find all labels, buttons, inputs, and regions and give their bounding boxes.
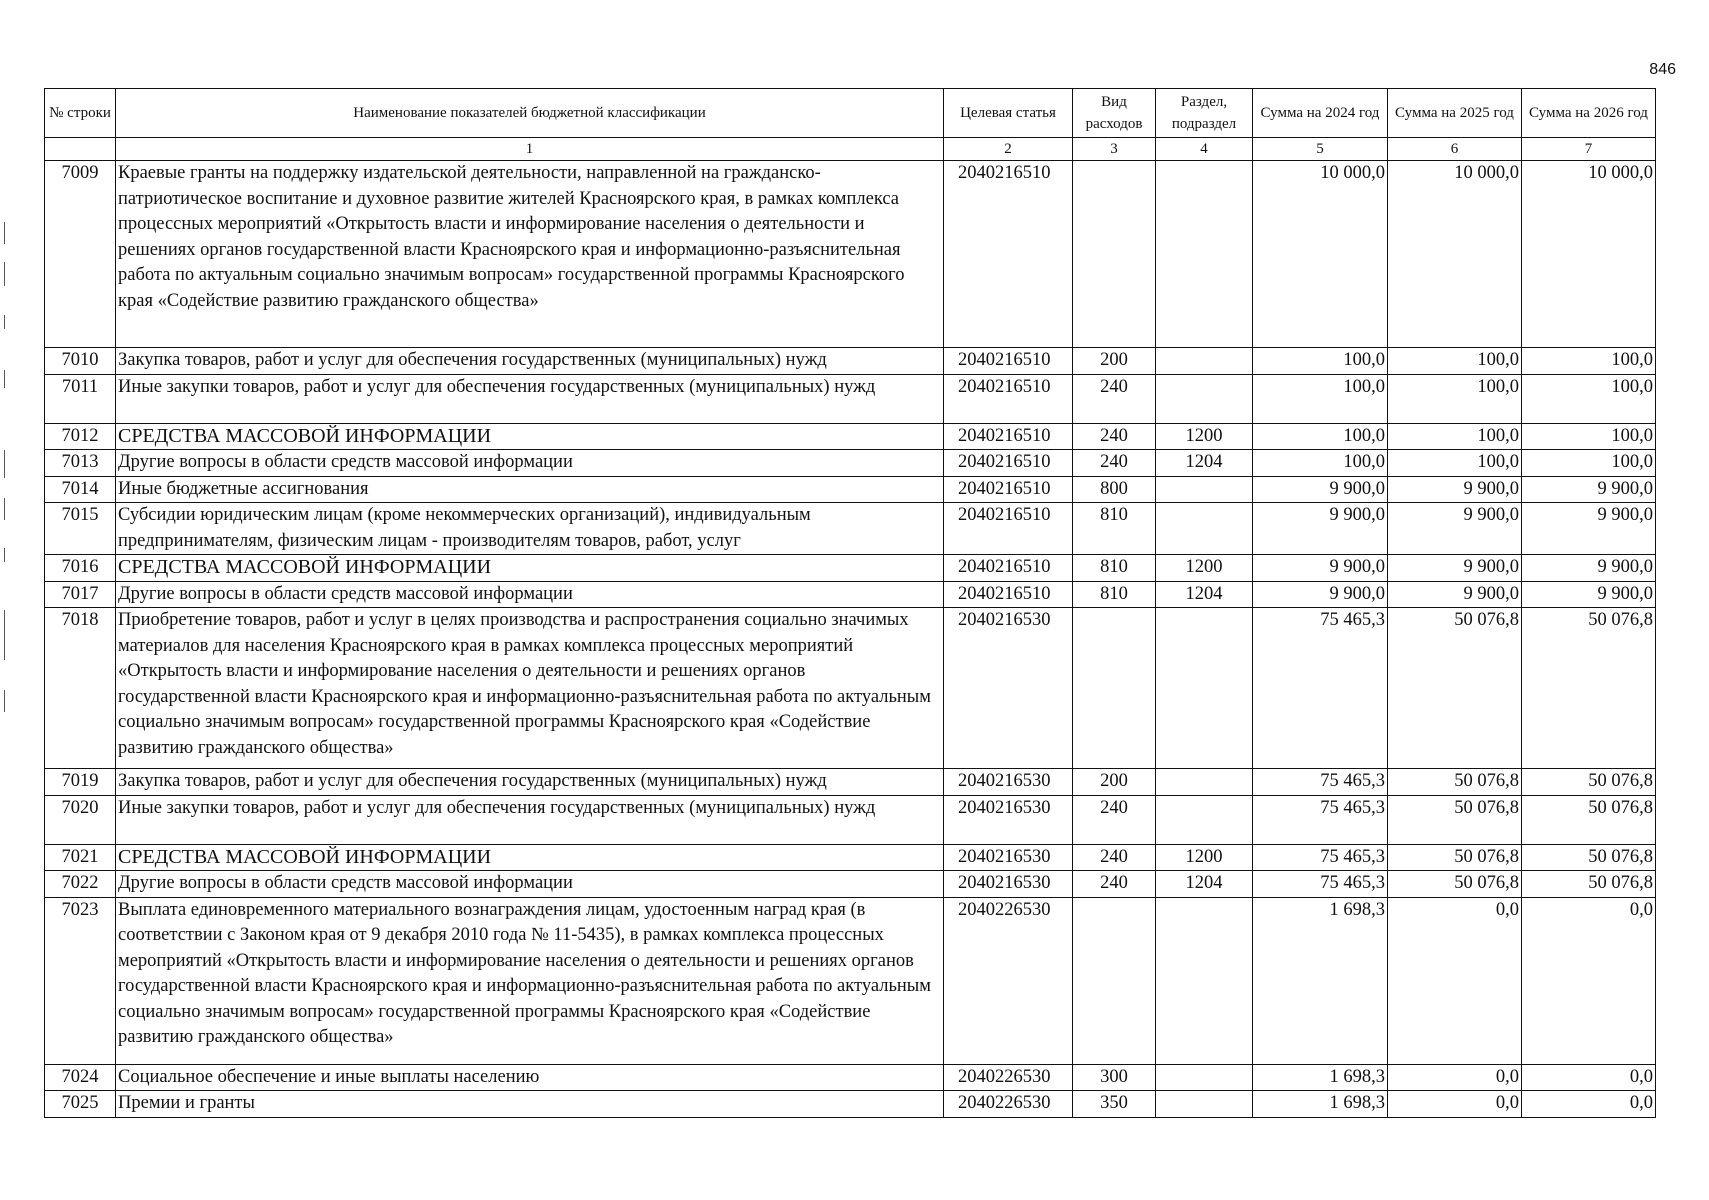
- row-sum-2024: 75 465,3: [1253, 871, 1388, 898]
- row-number: 7019: [45, 769, 116, 796]
- column-index: 7: [1522, 138, 1656, 161]
- row-target-code: 2040216530: [944, 769, 1073, 796]
- header-section: Раздел, подраздел: [1156, 89, 1253, 138]
- row-section: 1200: [1156, 844, 1253, 871]
- row-sum-2026: 100,0: [1522, 374, 1656, 423]
- column-index: [45, 138, 116, 161]
- row-name: Закупка товаров, работ и услуг для обеспечения государственных (муниципальных) нужд: [116, 348, 944, 375]
- row-sum-2025: 100,0: [1388, 423, 1522, 450]
- column-index-row: [45, 138, 1656, 161]
- margin-mark: [4, 498, 5, 520]
- row-expense-type: 240: [1073, 795, 1156, 844]
- header-row-no: № строки: [45, 89, 116, 138]
- row-sum-2026: 50 076,8: [1522, 608, 1656, 769]
- row-number: 7021: [45, 844, 116, 871]
- row-target-code: 2040216510: [944, 161, 1073, 348]
- row-section: [1156, 503, 1253, 555]
- row-name: Субсидии юридическим лицам (кроме некоммерческих организаций), индивидуальным предпринимателям, физическим лицам - производителям товаров, работ, услуг: [116, 503, 944, 555]
- row-target-code: 2040216510: [944, 450, 1073, 477]
- row-target-code: 2040216510: [944, 503, 1073, 555]
- table-row: [45, 161, 1656, 348]
- margin-mark: [4, 262, 5, 286]
- row-expense-type: [1073, 897, 1156, 1064]
- row-sum-2025: 100,0: [1388, 348, 1522, 375]
- header-expense-type: Вид расходов: [1073, 89, 1156, 138]
- table-row: [45, 1064, 1656, 1091]
- row-sum-2024: 75 465,3: [1253, 795, 1388, 844]
- row-target-code: 2040216510: [944, 374, 1073, 423]
- row-section: 1204: [1156, 871, 1253, 898]
- row-sum-2024: 75 465,3: [1253, 608, 1388, 769]
- row-section: [1156, 608, 1253, 769]
- table-row: [45, 423, 1656, 450]
- row-expense-type: 800: [1073, 476, 1156, 503]
- row-number: 7013: [45, 450, 116, 477]
- table-row: [45, 795, 1656, 844]
- row-number: 7018: [45, 608, 116, 769]
- row-section: [1156, 476, 1253, 503]
- row-expense-type: 810: [1073, 555, 1156, 582]
- row-sum-2026: 0,0: [1522, 1064, 1656, 1091]
- table-row: [45, 503, 1656, 555]
- row-sum-2026: 100,0: [1522, 423, 1656, 450]
- header-target: Целевая статья: [944, 89, 1073, 138]
- row-sum-2025: 100,0: [1388, 374, 1522, 423]
- row-target-code: 2040216510: [944, 348, 1073, 375]
- margin-mark: [4, 690, 5, 712]
- row-target-code: 2040216530: [944, 608, 1073, 769]
- table-row: [45, 555, 1656, 582]
- row-target-code: 2040216530: [944, 871, 1073, 898]
- row-section: 1204: [1156, 450, 1253, 477]
- row-sum-2025: 50 076,8: [1388, 608, 1522, 769]
- row-section: [1156, 1091, 1253, 1118]
- row-target-code: 2040216510: [944, 581, 1073, 608]
- row-section: 1200: [1156, 423, 1253, 450]
- row-name: Другие вопросы в области средств массовой информации: [116, 871, 944, 898]
- row-sum-2026: 9 900,0: [1522, 555, 1656, 582]
- row-number: 7024: [45, 1064, 116, 1091]
- margin-mark: [4, 315, 5, 329]
- table-row: [45, 871, 1656, 898]
- header-sum-2024: Сумма на 2024 год: [1253, 89, 1388, 138]
- column-index: 4: [1156, 138, 1253, 161]
- row-section: [1156, 374, 1253, 423]
- column-index: 3: [1073, 138, 1156, 161]
- row-sum-2024: 100,0: [1253, 450, 1388, 477]
- row-number: 7014: [45, 476, 116, 503]
- table-row: [45, 374, 1656, 423]
- margin-mark: [4, 610, 5, 660]
- header-sum-2026: Сумма на 2026 год: [1522, 89, 1656, 138]
- row-sum-2026: 9 900,0: [1522, 476, 1656, 503]
- row-number: 7009: [45, 161, 116, 348]
- column-index: 6: [1388, 138, 1522, 161]
- row-section: [1156, 769, 1253, 796]
- table-row: [45, 608, 1656, 769]
- row-sum-2025: 9 900,0: [1388, 581, 1522, 608]
- row-expense-type: 240: [1073, 423, 1156, 450]
- margin-mark: [4, 370, 5, 388]
- row-sum-2025: 10 000,0: [1388, 161, 1522, 348]
- row-name: Иные бюджетные ассигнования: [116, 476, 944, 503]
- row-target-code: 2040216510: [944, 423, 1073, 450]
- row-sum-2026: 9 900,0: [1522, 581, 1656, 608]
- margin-mark: [4, 222, 5, 244]
- row-number: 7020: [45, 795, 116, 844]
- table-row: [45, 897, 1656, 1064]
- row-sum-2025: 9 900,0: [1388, 555, 1522, 582]
- row-expense-type: [1073, 608, 1156, 769]
- table-row: [45, 581, 1656, 608]
- header-sum-2025: Сумма на 2025 год: [1388, 89, 1522, 138]
- row-number: 7017: [45, 581, 116, 608]
- row-target-code: 2040216510: [944, 476, 1073, 503]
- row-sum-2026: 50 076,8: [1522, 795, 1656, 844]
- row-name: СРЕДСТВА МАССОВОЙ ИНФОРМАЦИИ: [116, 555, 944, 582]
- row-sum-2025: 0,0: [1388, 897, 1522, 1064]
- row-expense-type: 200: [1073, 769, 1156, 796]
- row-sum-2024: 10 000,0: [1253, 161, 1388, 348]
- row-target-code: 2040216530: [944, 795, 1073, 844]
- row-name: Выплата единовременного материального вознаграждения лицам, удостоенным наград края (в соответствии с Законом края от 9 декабря 2010 года № 11-5435), в рамках комплекса процессных мероприятий «Открытость власти и информирование населения о деятельности и решениях органов государственной власти Красноярского края и информационно-разъяснительная работа по актуальным социально значимым вопросам» государственной программы Красноярского края «Содействие развитию гражданского общества»: [116, 897, 944, 1064]
- row-sum-2026: 0,0: [1522, 897, 1656, 1064]
- margin-mark: [4, 450, 5, 478]
- column-index: 5: [1253, 138, 1388, 161]
- row-number: 7012: [45, 423, 116, 450]
- row-sum-2024: 75 465,3: [1253, 769, 1388, 796]
- budget-table: [44, 88, 1656, 1118]
- row-sum-2024: 1 698,3: [1253, 1091, 1388, 1118]
- margin-mark: [4, 548, 5, 562]
- header-row: [45, 89, 1656, 138]
- row-name: Иные закупки товаров, работ и услуг для обеспечения государственных (муниципальных) нужд: [116, 374, 944, 423]
- table-row: [45, 450, 1656, 477]
- row-name: Другие вопросы в области средств массовой информации: [116, 581, 944, 608]
- row-target-code: 2040226530: [944, 1091, 1073, 1118]
- row-expense-type: 810: [1073, 581, 1156, 608]
- row-section: 1204: [1156, 581, 1253, 608]
- row-sum-2024: 9 900,0: [1253, 555, 1388, 582]
- row-sum-2025: 0,0: [1388, 1091, 1522, 1118]
- row-sum-2026: 100,0: [1522, 348, 1656, 375]
- row-sum-2025: 50 076,8: [1388, 795, 1522, 844]
- row-name: СРЕДСТВА МАССОВОЙ ИНФОРМАЦИИ: [116, 423, 944, 450]
- header-name: Наименование показателей бюджетной классификации: [116, 89, 944, 138]
- row-number: 7025: [45, 1091, 116, 1118]
- row-sum-2025: 100,0: [1388, 450, 1522, 477]
- row-sum-2026: 0,0: [1522, 1091, 1656, 1118]
- row-sum-2026: 9 900,0: [1522, 503, 1656, 555]
- row-section: 1200: [1156, 555, 1253, 582]
- row-sum-2024: 100,0: [1253, 374, 1388, 423]
- row-name: Иные закупки товаров, работ и услуг для обеспечения государственных (муниципальных) нужд: [116, 795, 944, 844]
- row-section: [1156, 161, 1253, 348]
- row-name: Краевые гранты на поддержку издательской деятельности, направленной на гражданско-патриотическое воспитание и духовное развитие жителей Красноярского края, в рамках комплекса процессных мероприятий «Открытость власти и информирование населения о деятельности и решениях органов государственной власти Красноярского края и информационно-разъяснительная работа по актуальным социально значимым вопросам» государственной программы Красноярского края «Содействие развитию гражданского общества»: [116, 161, 944, 348]
- row-section: [1156, 1064, 1253, 1091]
- row-target-code: 2040216530: [944, 844, 1073, 871]
- row-sum-2026: 50 076,8: [1522, 844, 1656, 871]
- row-sum-2025: 50 076,8: [1388, 769, 1522, 796]
- row-expense-type: [1073, 161, 1156, 348]
- row-name: Другие вопросы в области средств массовой информации: [116, 450, 944, 477]
- row-sum-2024: 9 900,0: [1253, 503, 1388, 555]
- row-name: СРЕДСТВА МАССОВОЙ ИНФОРМАЦИИ: [116, 844, 944, 871]
- row-sum-2024: 9 900,0: [1253, 581, 1388, 608]
- row-expense-type: 200: [1073, 348, 1156, 375]
- table-row: [45, 348, 1656, 375]
- row-expense-type: 300: [1073, 1064, 1156, 1091]
- row-number: 7016: [45, 555, 116, 582]
- row-sum-2024: 100,0: [1253, 423, 1388, 450]
- row-sum-2026: 50 076,8: [1522, 871, 1656, 898]
- row-section: [1156, 348, 1253, 375]
- table-row: [45, 1091, 1656, 1118]
- row-sum-2025: 9 900,0: [1388, 503, 1522, 555]
- table-row: [45, 844, 1656, 871]
- row-name: Закупка товаров, работ и услуг для обеспечения государственных (муниципальных) нужд: [116, 769, 944, 796]
- row-sum-2025: 9 900,0: [1388, 476, 1522, 503]
- table-row: [45, 476, 1656, 503]
- row-expense-type: 240: [1073, 871, 1156, 898]
- row-number: 7015: [45, 503, 116, 555]
- row-section: [1156, 795, 1253, 844]
- row-sum-2024: 75 465,3: [1253, 844, 1388, 871]
- row-sum-2024: 9 900,0: [1253, 476, 1388, 503]
- row-target-code: 2040226530: [944, 897, 1073, 1064]
- column-index: 2: [944, 138, 1073, 161]
- row-name: Социальное обеспечение и иные выплаты населению: [116, 1064, 944, 1091]
- row-name: Премии и гранты: [116, 1091, 944, 1118]
- row-sum-2024: 1 698,3: [1253, 1064, 1388, 1091]
- row-sum-2024: 100,0: [1253, 348, 1388, 375]
- row-expense-type: 350: [1073, 1091, 1156, 1118]
- row-name: Приобретение товаров, работ и услуг в целях производства и распространения социально значимых материалов для населения Красноярского края в рамках комплекса процессных мероприятий «Открытость власти и информирование населения о деятельности и решениях органов государственной власти Красноярского края и информационно-разъяснительная работа по актуальным социально значимым вопросам» государственной программы Красноярского края «Содействие развитию гражданского общества»: [116, 608, 944, 769]
- row-expense-type: 240: [1073, 374, 1156, 423]
- row-sum-2026: 50 076,8: [1522, 769, 1656, 796]
- table-row: [45, 769, 1656, 796]
- row-number: 7010: [45, 348, 116, 375]
- row-sum-2026: 100,0: [1522, 450, 1656, 477]
- row-sum-2025: 0,0: [1388, 1064, 1522, 1091]
- column-index: 1: [116, 138, 944, 161]
- row-number: 7023: [45, 897, 116, 1064]
- page-number: 846: [1649, 61, 1676, 78]
- row-number: 7022: [45, 871, 116, 898]
- row-target-code: 2040226530: [944, 1064, 1073, 1091]
- row-sum-2025: 50 076,8: [1388, 844, 1522, 871]
- row-expense-type: 240: [1073, 844, 1156, 871]
- row-number: 7011: [45, 374, 116, 423]
- row-expense-type: 240: [1073, 450, 1156, 477]
- row-section: [1156, 897, 1253, 1064]
- row-target-code: 2040216510: [944, 555, 1073, 582]
- row-sum-2025: 50 076,8: [1388, 871, 1522, 898]
- row-sum-2024: 1 698,3: [1253, 897, 1388, 1064]
- row-expense-type: 810: [1073, 503, 1156, 555]
- row-sum-2026: 10 000,0: [1522, 161, 1656, 348]
